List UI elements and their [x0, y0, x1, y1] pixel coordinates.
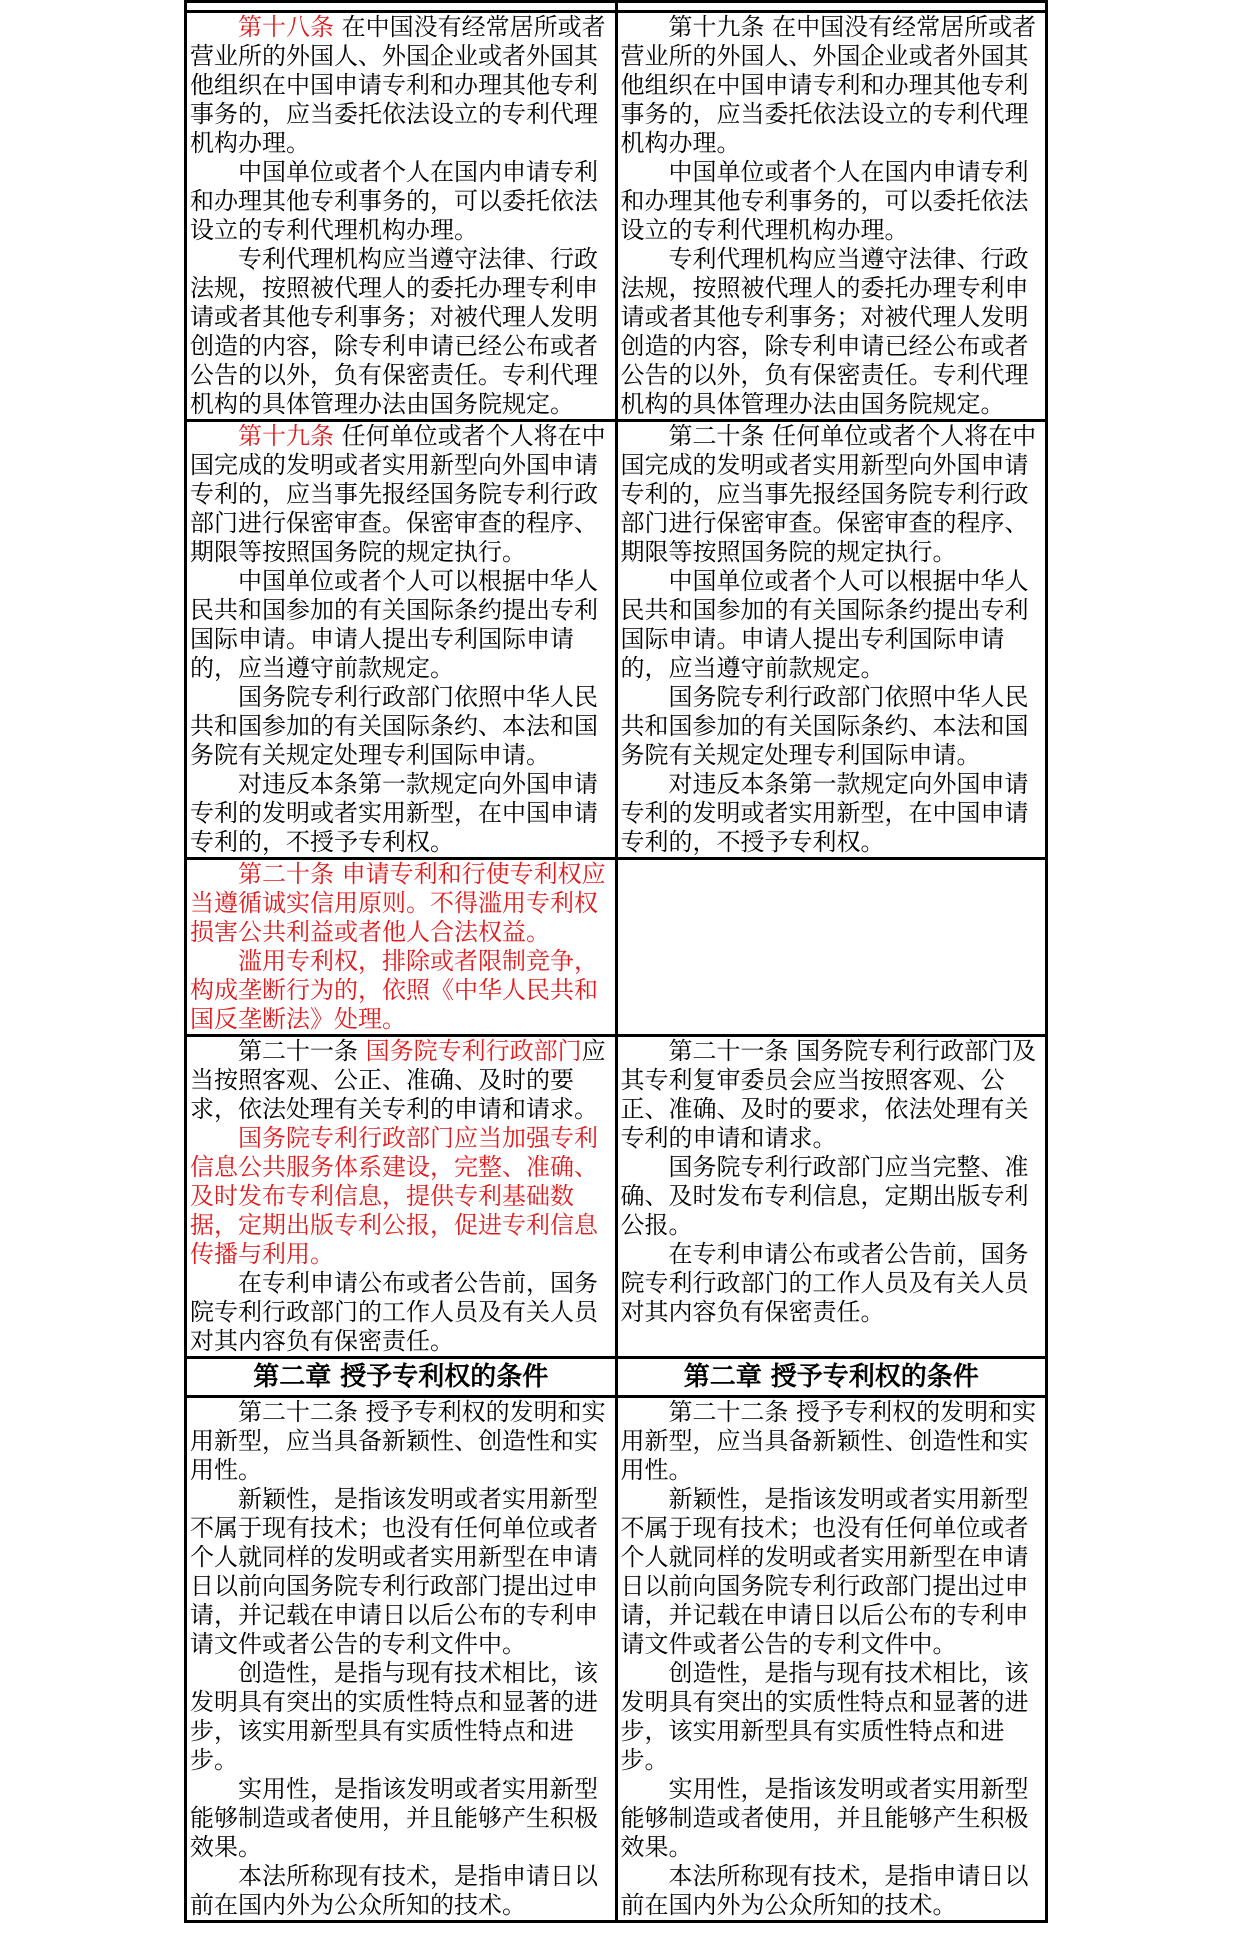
chapter-heading-right: 第二章 授予专利权的条件: [616, 1358, 1047, 1397]
chapter-row: [186, 1358, 1047, 1397]
paragraph: 第二十条 任何单位或者个人将在中国完成的发明或者实用新型向外国申请专利的，应当事先报经国务院专利行政部门进行保密审查。保密审查的程序、期限等按照国务院的规定执行。: [620, 422, 1037, 566]
paragraph: 实用性，是指该发明或者实用新型能够制造或者使用，并且能够产生积极效果。: [190, 1775, 598, 1861]
table-row: [186, 859, 1047, 1036]
new-law-cell: [186, 421, 617, 859]
cutoff-cell-right: [616, 2, 1047, 12]
paragraph-text: 第二十一条: [238, 1037, 366, 1065]
table-row: [186, 1036, 1047, 1358]
new-law-cell: [186, 1036, 617, 1358]
paragraph: 中国单位或者个人在国内申请专利和办理其他专利事务的，可以委托依法设立的专利代理机构办理。: [620, 158, 1029, 244]
paragraph: 国务院专利行政部门依照中华人民共和国参加的有关国际条约、本法和国务院有关规定处理专利国际申请。: [620, 683, 1029, 769]
paragraph: 中国单位或者个人可以根据中华人民共和国参加的有关国际条约提出专利国际申请。申请人提出专利国际申请的，应当遵守前款规定。: [620, 567, 1029, 682]
paragraph: 中国单位或者个人在国内申请专利和办理其他专利事务的，可以委托依法设立的专利代理机构办理。: [190, 158, 598, 244]
amended-text: 第十八条: [238, 13, 334, 41]
old-law-cell-empty: [616, 859, 1047, 1036]
paragraph: 创造性，是指与现有技术相比，该发明具有突出的实质性特点和显著的进步，该实用新型具有实质性特点和进步。: [190, 1659, 598, 1774]
paragraph: 在专利申请公布或者公告前，国务院专利行政部门的工作人员及有关人员对其内容负有保密责任。: [190, 1269, 598, 1355]
old-law-cell: [616, 12, 1047, 421]
paragraph: 本法所称现有技术，是指申请日以前在国内外为公众所知的技术。: [620, 1862, 1029, 1919]
paragraph: 专利代理机构应当遵守法律、行政法规，按照被代理人的委托办理专利申请或者其他专利事务；对被代理人发明创造的内容，除专利申请已经公布或者公告的以外，负有保密责任。专利代理机构的具体管理办法由国务院规定。: [620, 245, 1029, 418]
table-row: [186, 421, 1047, 859]
new-law-cell: [186, 12, 617, 421]
table-row-cutoff: [186, 2, 1047, 12]
amended-text: 第十九条: [238, 422, 334, 450]
table-row: [186, 12, 1047, 421]
amended-paragraph: 第二十条 申请专利和行使专利权应当遵循诚实信用原则。不得滥用专利权损害公共利益或者他人合法权益。: [190, 860, 606, 946]
old-law-cell: [616, 1036, 1047, 1358]
paragraph: 创造性，是指与现有技术相比，该发明具有突出的实质性特点和显著的进步，该实用新型具有实质性特点和进步。: [620, 1659, 1029, 1774]
paragraph: 对违反本条第一款规定向外国申请专利的发明或者实用新型，在中国申请专利的，不授予专利权。: [620, 770, 1029, 856]
paragraph: 第十九条 在中国没有经常居所或者营业所的外国人、外国企业或者外国其他组织在中国申请专利和办理其他专利事务的，应当委托依法设立的专利代理机构办理。: [620, 13, 1037, 157]
amended-text: 国务院专利行政部门: [365, 1037, 582, 1065]
paragraph: 国务院专利行政部门应当完整、准确、及时发布专利信息，定期出版专利公报。: [620, 1153, 1029, 1239]
paragraph: 第二十二条 授予专利权的发明和实用新型，应当具备新颖性、创造性和实用性。: [190, 1398, 606, 1484]
chapter-heading-left: 第二章 授予专利权的条件: [186, 1358, 617, 1397]
paragraph: 实用性，是指该发明或者实用新型能够制造或者使用，并且能够产生积极效果。: [620, 1775, 1029, 1861]
paragraph: 新颖性，是指该发明或者实用新型不属于现有技术；也没有任何单位或者个人就同样的发明或者实用新型在申请日以前向国务院专利行政部门提出过申请，并记载在申请日以后公布的专利申请文件或者公告的专利文件中。: [190, 1485, 598, 1658]
amended-paragraph: 国务院专利行政部门应当加强专利信息公共服务体系建设，完整、准确、及时发布专利信息，提供专利基础数据，定期出版专利公报，促进专利信息传播与利用。: [190, 1124, 598, 1268]
paragraph: 本法所称现有技术，是指申请日以前在国内外为公众所知的技术。: [190, 1862, 598, 1919]
paragraph: 对违反本条第一款规定向外国申请专利的发明或者实用新型，在中国申请专利的，不授予专利权。: [190, 770, 598, 856]
new-law-cell: [186, 1397, 617, 1922]
amended-paragraph: 滥用专利权，排除或者限制竞争，构成垄断行为的，依照《中华人民共和国反垄断法》处理。: [190, 947, 598, 1033]
paragraph: [190, 1037, 612, 1124]
paragraph-text: 在中国没有经常居所或者营业所的外国人、外国企业或者外国其他组织在中国申请专利和办理其他专利事务的，应当委托依法设立的专利代理机构办理。: [190, 13, 606, 157]
cutoff-cell-left: [186, 2, 617, 12]
paragraph: 第二十二条 授予专利权的发明和实用新型，应当具备新颖性、创造性和实用性。: [620, 1398, 1037, 1484]
table-row: [186, 1397, 1047, 1922]
paragraph: 专利代理机构应当遵守法律、行政法规，按照被代理人的委托办理专利申请或者其他专利事务；对被代理人发明创造的内容，除专利申请已经公布或者公告的以外，负有保密责任。专利代理机构的具体管理办法由国务院规定。: [190, 245, 598, 418]
paragraph: 中国单位或者个人可以根据中华人民共和国参加的有关国际条约提出专利国际申请。申请人提出专利国际申请的，应当遵守前款规定。: [190, 567, 598, 682]
paragraph-text: 任何单位或者个人将在中国完成的发明或者实用新型向外国申请专利的，应当事先报经国务院专利行政部门进行保密审查。保密审查的程序、期限等按照国务院的规定执行。: [190, 422, 606, 566]
new-law-cell: [186, 859, 617, 1036]
old-law-cell: [616, 421, 1047, 859]
paragraph-text: 应当按照客观、公正、准确、及时的要求，依法处理有关专利的申请和请求。: [190, 1037, 606, 1123]
paragraph: 在专利申请公布或者公告前，国务院专利行政部门的工作人员及有关人员对其内容负有保密责任。: [620, 1240, 1029, 1326]
paragraph: 国务院专利行政部门依照中华人民共和国参加的有关国际条约、本法和国务院有关规定处理专利国际申请。: [190, 683, 598, 769]
comparison-table: [184, 0, 1048, 1923]
paragraph: [190, 13, 612, 158]
old-law-cell: [616, 1397, 1047, 1922]
paragraph: 新颖性，是指该发明或者实用新型不属于现有技术；也没有任何单位或者个人就同样的发明或者实用新型在申请日以前向国务院专利行政部门提出过申请，并记载在申请日以后公布的专利申请文件或者公告的专利文件中。: [620, 1485, 1029, 1658]
paragraph: [190, 422, 612, 567]
paragraph: 第二十一条 国务院专利行政部门及其专利复审委员会应当按照客观、公正、准确、及时的要求，依法处理有关专利的申请和请求。: [620, 1037, 1037, 1152]
